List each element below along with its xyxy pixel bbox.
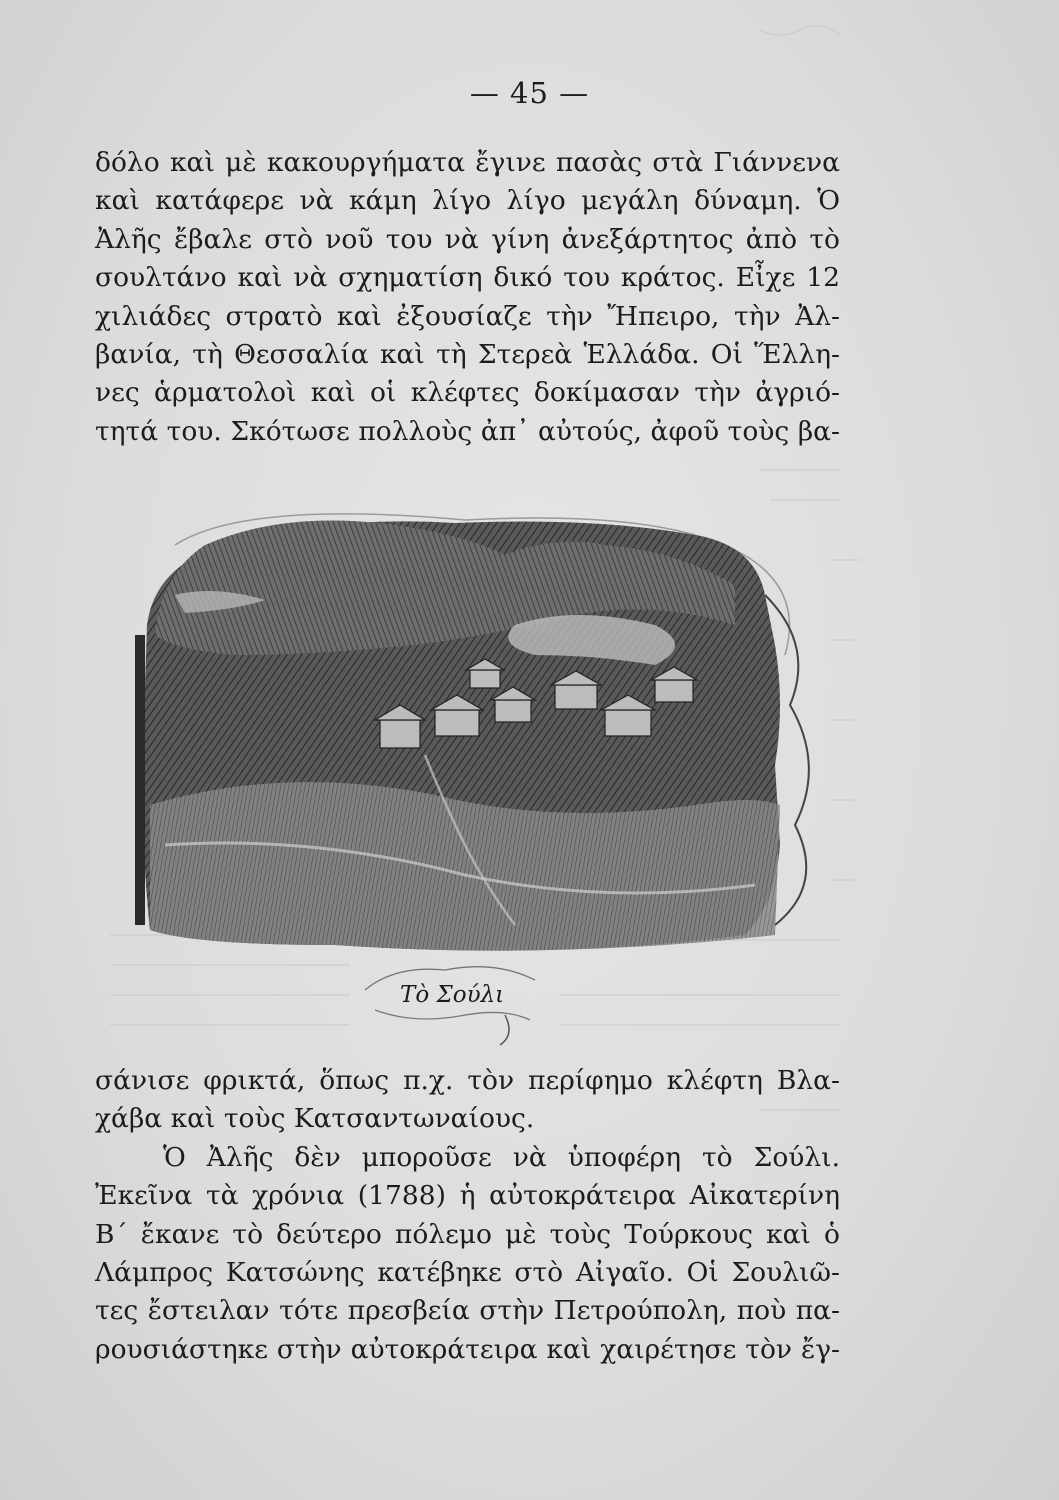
text-line: σάνισε φρικτά, ὅπως π.χ. τὸν περίφημο κλέφτη Βλα- bbox=[95, 1065, 840, 1096]
text-line: Ἀλῆς ἔβαλε στὸ νοῦ του νὰ γίνη ἀνεξάρτητος ἀπὸ τὸ bbox=[95, 223, 840, 255]
text-line: Β΄ ἔκανε τὸ δεύτερο πόλεμο μὲ τοὺς Τούρκους καὶ ὁ bbox=[95, 1218, 840, 1250]
paragraph-1 bbox=[95, 144, 840, 451]
text-line: καὶ κατάφερε νὰ κάμη λίγο λίγο μεγάλη δύναμη. Ὁ bbox=[95, 185, 840, 217]
paragraph-2 bbox=[95, 1062, 840, 1369]
text-line: τητά του. Σκότωσε πολλοὺς ἀπ᾽ αὐτούς, ἀφοῦ τοὺς βα- bbox=[95, 415, 840, 447]
text-line: τες ἔστειλαν τότε πρεσβεία στὴν Πετρούπολη, ποὺ πα- bbox=[95, 1295, 840, 1327]
text-line: βανία, τὴ Θεσσαλία καὶ τὴ Στερεὰ Ἑλλάδα. Οἱ Ἕλλη- bbox=[95, 339, 840, 371]
text-line: χιλιάδες στρατὸ καὶ ἐξουσίαζε τὴν Ἤπειρο, τὴν Ἀλ- bbox=[95, 300, 840, 332]
page-number: — 45 — bbox=[469, 76, 590, 110]
text-line: νες ἁρματολοὶ καὶ οἱ κλέφτες δοκίμασαν τὴν ἀγριό- bbox=[95, 377, 840, 409]
text-line: δόλο καὶ μὲ κακουργήματα ἔγινε πασὰς στὰ Γιάννενα bbox=[95, 147, 840, 178]
text-line: Λάμπρος Κατσώνης κατέβηκε στὸ Αἰγαῖο. Οἱ Σουλιῶ- bbox=[95, 1257, 840, 1289]
figure-caption: Τὸ Σούλι bbox=[400, 982, 505, 1008]
text-line: ρουσιάστηκε στὴν αὐτοκράτειρα καὶ χαιρέτησε τὸν ἔγ- bbox=[95, 1333, 840, 1365]
text-line: χάβα καὶ τοὺς Κατσαντωναίους. bbox=[95, 1103, 535, 1135]
text-line: σουλτάνο καὶ νὰ σχηματίση δικό του κράτος. Εἶχε 12 bbox=[95, 262, 840, 294]
text-line: Ὁ Ἀλῆς δὲν μποροῦσε νὰ ὑποφέρη τὸ Σούλι. bbox=[163, 1141, 840, 1173]
souli-illustration bbox=[135, 505, 825, 960]
engraving-image bbox=[135, 505, 825, 960]
text-line: Ἐκεῖνα τὰ χρόνια (1788) ἡ αὐτοκράτειρα Αἰκατερίνη bbox=[95, 1180, 840, 1212]
